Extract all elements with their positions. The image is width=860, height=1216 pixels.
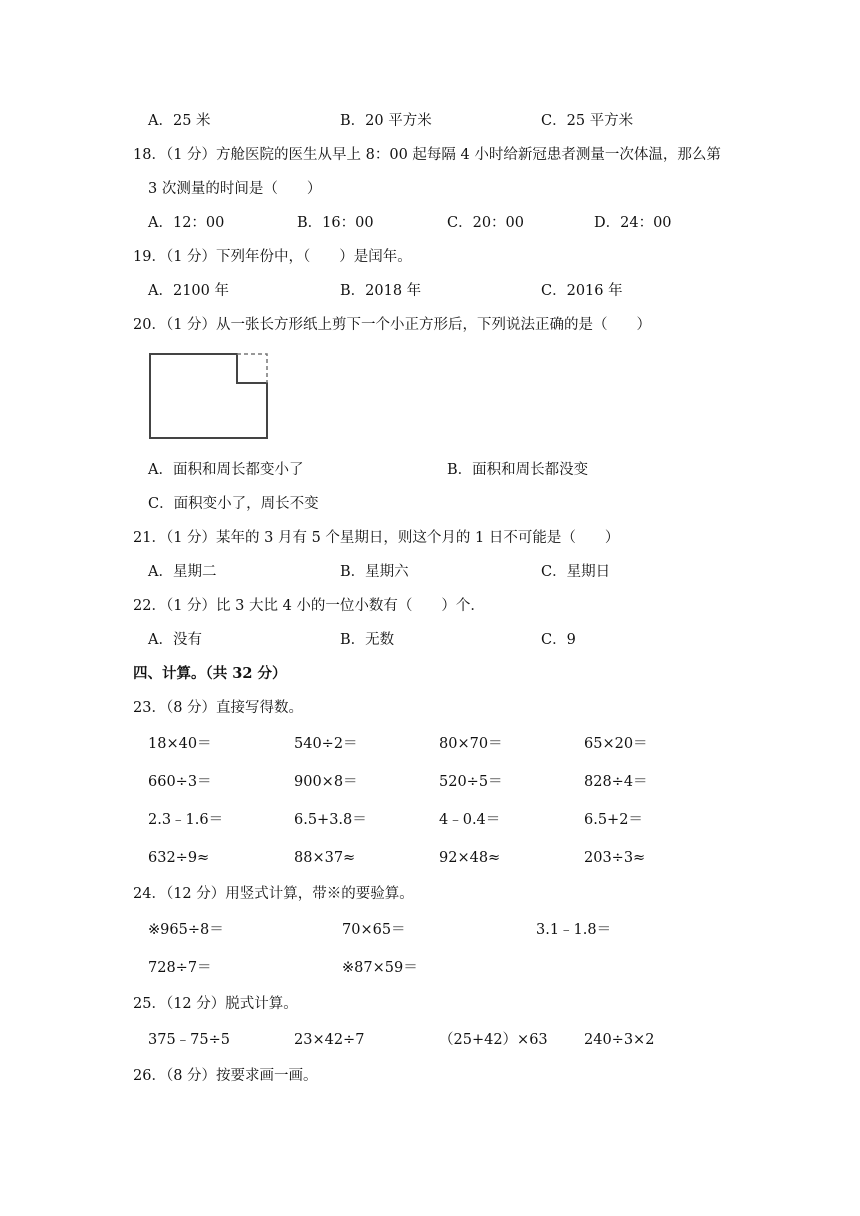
q23-item: 660÷3＝ xyxy=(148,774,212,790)
q23-item: 900×8＝ xyxy=(294,774,358,790)
q24-item: 70×65＝ xyxy=(342,922,406,938)
q23-item: 92×48≈ xyxy=(439,850,501,866)
q22-option-a: A．没有 xyxy=(148,632,202,648)
q23-text: 23．（8 分）直接写得数。 xyxy=(133,700,304,716)
q24-item: ※965÷8＝ xyxy=(148,922,224,938)
q23-item: 2.3﹣1.6＝ xyxy=(148,812,224,828)
q18-option-a: A．12：00 xyxy=(148,215,225,231)
q23-item: 203÷3≈ xyxy=(584,850,646,866)
q21-option-b: B．星期六 xyxy=(340,564,409,580)
q23-item: 6.5+3.8＝ xyxy=(294,812,367,828)
q22-text: 22．（1 分）比 3 大比 4 小的一位小数有（ ）个． xyxy=(133,598,485,614)
q20-option-c: C．面积变小了，周长不变 xyxy=(148,496,319,512)
q23-item: 520÷5＝ xyxy=(439,774,503,790)
q21-option-c: C．星期日 xyxy=(541,564,611,580)
q20-option-a: A．面积和周长都变小了 xyxy=(148,462,304,478)
q25-item: （25+42）×63 xyxy=(439,1032,548,1048)
q24-text: 24．（12 分）用竖式计算，带※的要验算。 xyxy=(133,886,414,902)
q19-text: 19．（1 分）下列年份中，（ ）是闰年。 xyxy=(133,249,412,265)
q25-item: 240÷3×2 xyxy=(584,1032,655,1048)
q23-item: 6.5+2＝ xyxy=(584,812,643,828)
option-a: A．25 米 xyxy=(148,113,211,129)
q18-option-c: C．20：00 xyxy=(447,215,524,231)
q20-option-b: B．面积和周长都没变 xyxy=(447,462,589,478)
q21-text: 21．（1 分）某年的 3 月有 5 个星期日，则这个月的 1 日不可能是（ ） xyxy=(133,530,620,546)
option-b: B．20 平方米 xyxy=(340,113,432,129)
q18-option-d: D．24：00 xyxy=(594,215,672,231)
cut-paper-outline xyxy=(150,354,267,438)
q23-item: 540÷2＝ xyxy=(294,736,358,752)
section-title: 四、计算。（共 32 分） xyxy=(133,665,287,682)
q23-item: 632÷9≈ xyxy=(148,850,210,866)
q23-item: 88×37≈ xyxy=(294,850,356,866)
q25-text: 25．（12 分）脱式计算。 xyxy=(133,996,298,1012)
q26-text: 26．（8 分）按要求画一画。 xyxy=(133,1068,318,1084)
q18-text-line1: 18．（1 分）方舱医院的医生从早上 8：00 起每隔 4 小时给新冠患者测量一次体温，那么第 xyxy=(133,147,721,163)
q22-option-b: B．无数 xyxy=(340,632,395,648)
q20-text: 20．（1 分）从一张长方形纸上剪下一个小正方形后，下列说法正确的是（ ） xyxy=(133,317,652,333)
q18-option-b: B．16：00 xyxy=(297,215,374,231)
q18-text-line2: 3 次测量的时间是（ ） xyxy=(148,181,322,197)
q21-option-a: A．星期二 xyxy=(148,564,217,580)
q23-item: 65×20＝ xyxy=(584,736,648,752)
q23-item: 4﹣0.4＝ xyxy=(439,812,501,828)
q24-item: 728÷7＝ xyxy=(148,960,212,976)
removed-square-outline xyxy=(237,354,267,383)
q25-item: 375﹣75÷5 xyxy=(148,1032,231,1048)
q23-item: 18×40＝ xyxy=(148,736,212,752)
option-c: C．25 平方米 xyxy=(541,113,634,129)
q19-option-c: C．2016 年 xyxy=(541,283,623,299)
q22-option-c: C．9 xyxy=(541,632,576,648)
q23-item: 828÷4＝ xyxy=(584,774,648,790)
q24-item: 3.1﹣1.8＝ xyxy=(536,922,612,938)
rectangle-cut-figure xyxy=(148,352,272,442)
q24-item: ※87×59＝ xyxy=(342,960,418,976)
q23-item: 80×70＝ xyxy=(439,736,503,752)
q19-option-a: A．2100 年 xyxy=(148,283,229,299)
q25-item: 23×42÷7 xyxy=(294,1032,365,1048)
q19-option-b: B．2018 年 xyxy=(340,283,422,299)
